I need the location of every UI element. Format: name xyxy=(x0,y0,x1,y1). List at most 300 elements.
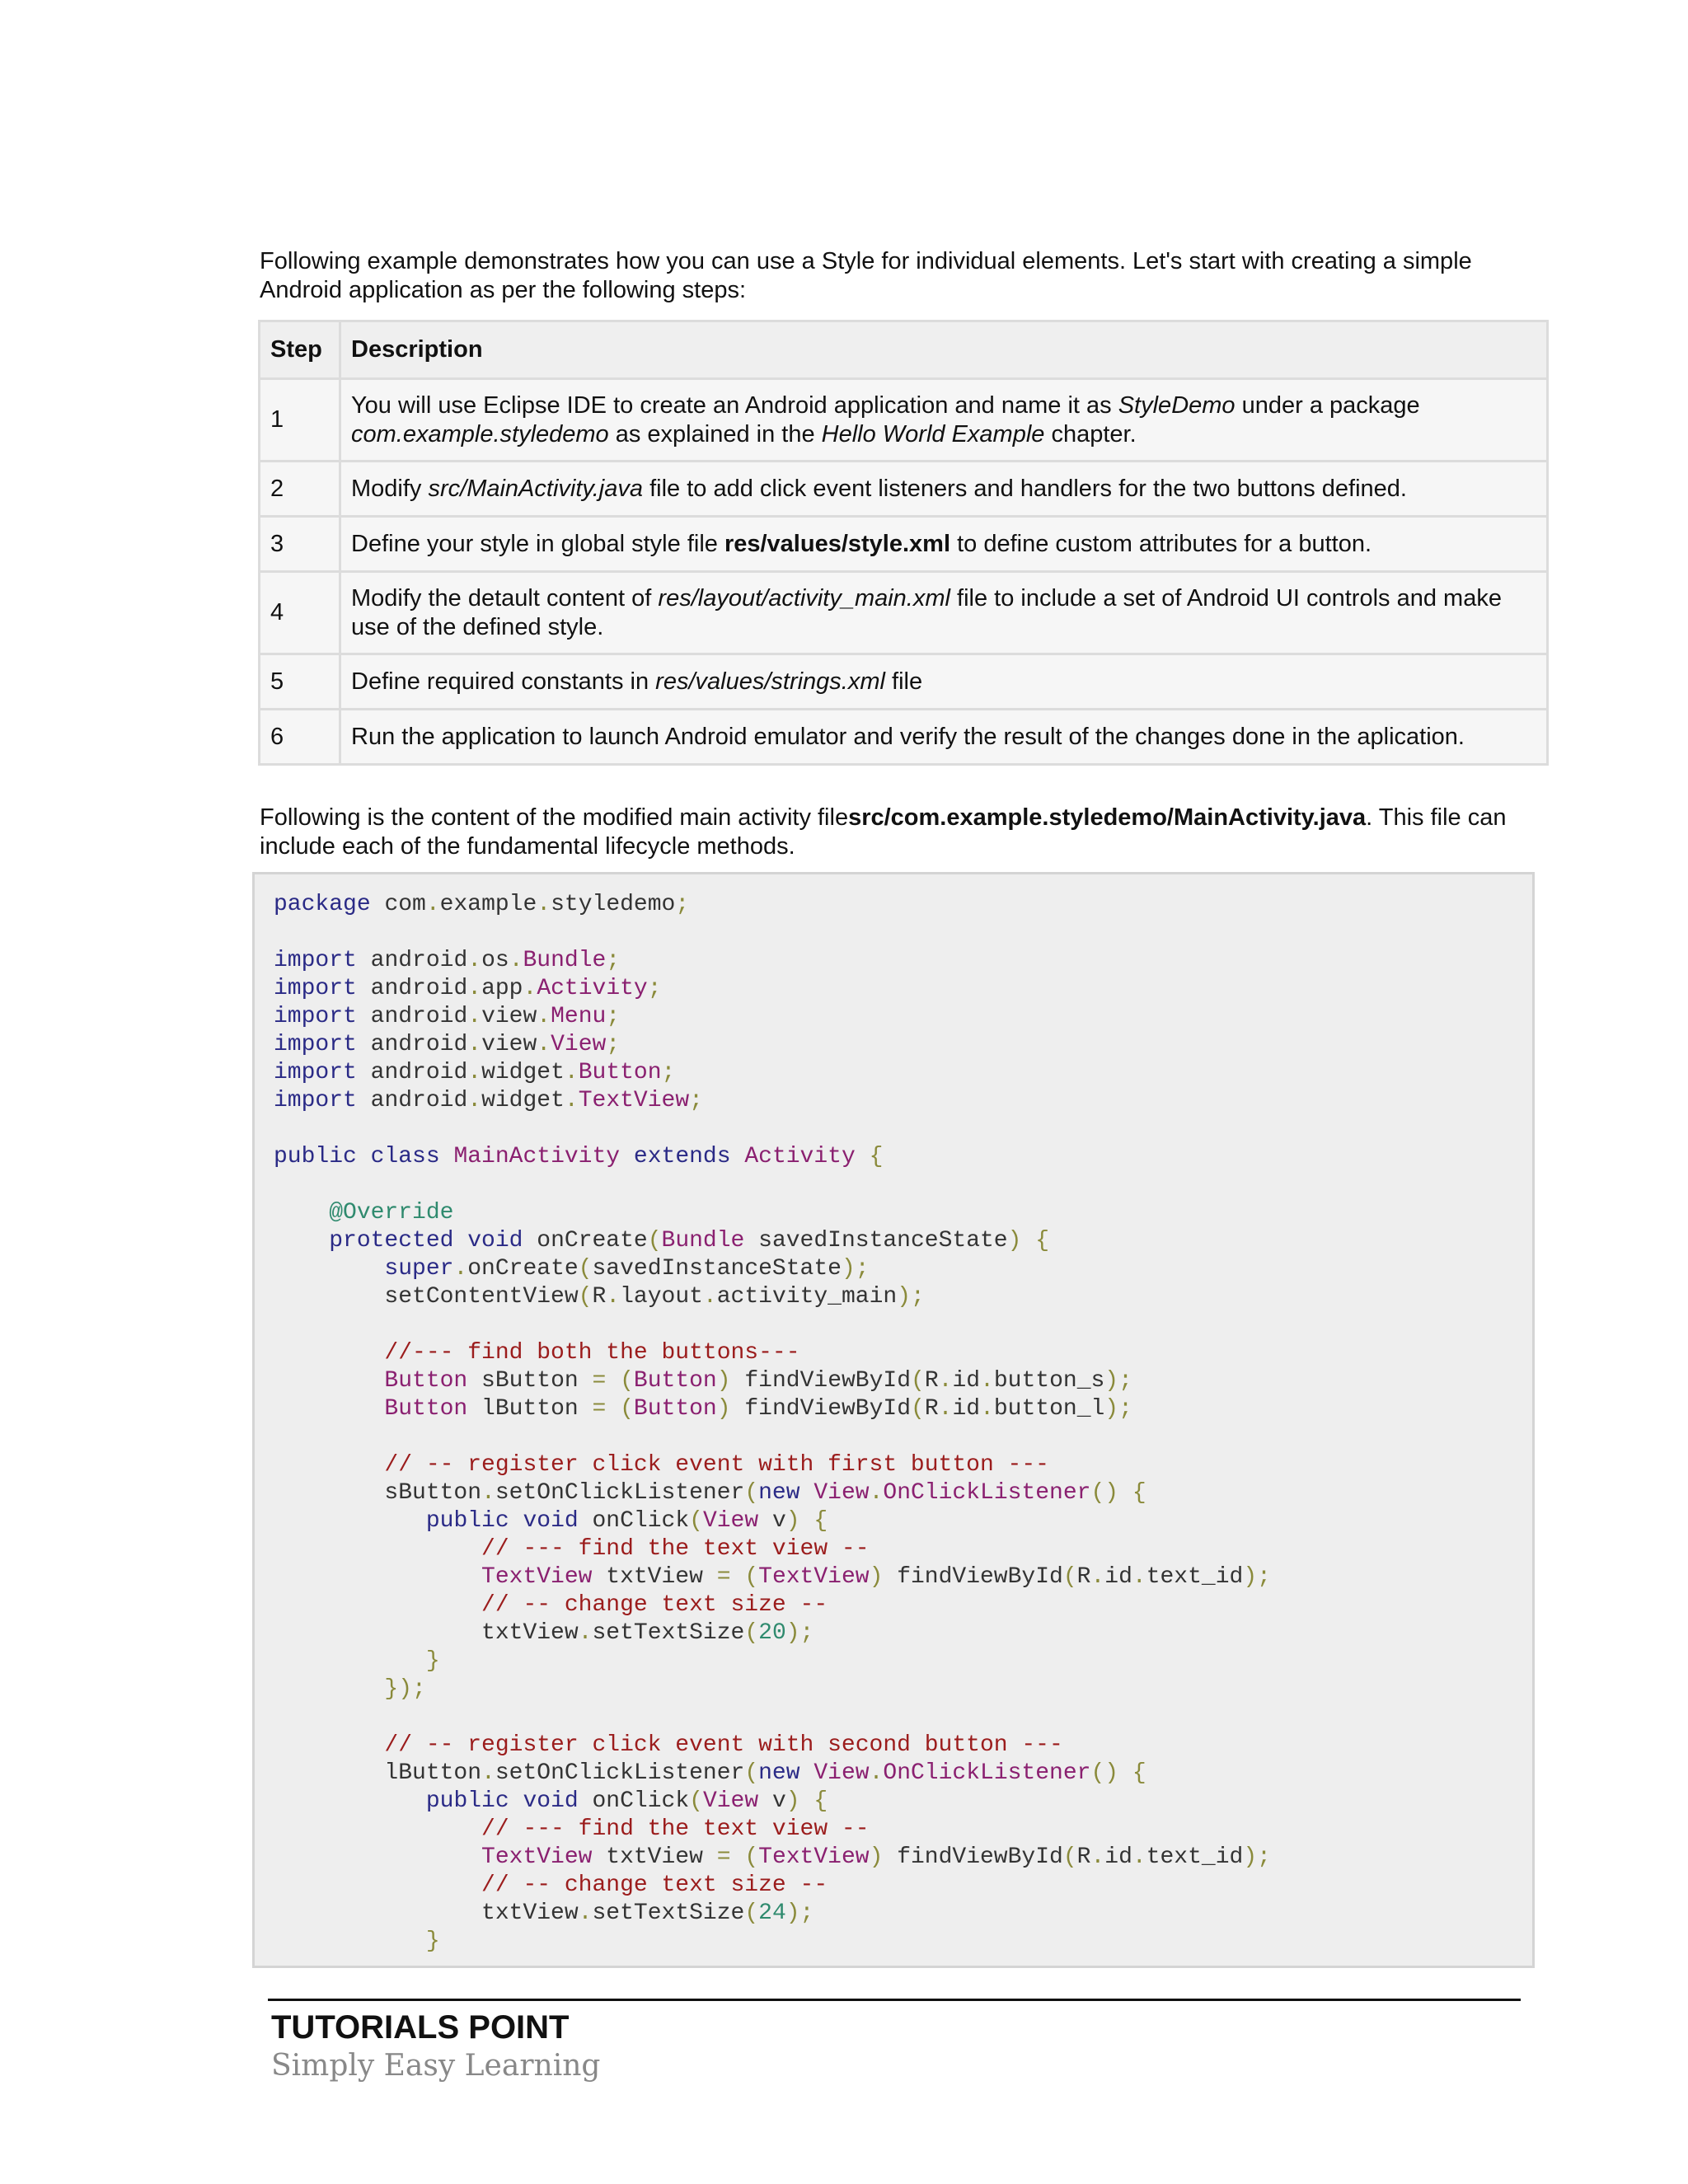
code-line xyxy=(274,1031,1532,1059)
code-token: OnClickListener xyxy=(883,1480,1091,1506)
code-line xyxy=(274,1171,1532,1199)
table-row xyxy=(260,462,1548,517)
step-number: 1 xyxy=(260,379,340,462)
code-token xyxy=(274,1872,481,1898)
code-token xyxy=(274,1788,426,1814)
code-token: txtView xyxy=(481,1900,579,1926)
step-number: 4 xyxy=(260,572,340,654)
code-token: txtView xyxy=(592,1564,717,1590)
code-token: . xyxy=(869,1480,884,1506)
code-line xyxy=(274,919,1532,947)
code-token: 20 xyxy=(758,1620,786,1646)
code-token: ; xyxy=(606,1032,621,1057)
code-token: ( xyxy=(620,1396,634,1422)
code-token: { xyxy=(1035,1228,1050,1254)
code-token: ) xyxy=(869,1844,884,1870)
code-token: styledemo xyxy=(551,892,676,917)
code-token: onClick xyxy=(592,1788,690,1814)
code-token: // -- register click event with first button --- xyxy=(384,1452,1049,1478)
code-token: View xyxy=(702,1788,759,1814)
code-token: txtView xyxy=(592,1844,717,1870)
code-token: ) xyxy=(869,1564,884,1590)
code-token: @Override xyxy=(329,1200,454,1226)
text-run: under a package xyxy=(1235,391,1420,419)
code-token: ( xyxy=(578,1284,593,1310)
code-token: android xyxy=(370,1004,468,1029)
code-token: text_id xyxy=(1146,1844,1244,1870)
code-token: = xyxy=(592,1396,607,1422)
code-token: . xyxy=(537,1032,551,1057)
code-token: public class xyxy=(274,1144,440,1169)
code-token xyxy=(274,1480,384,1506)
code-token: onCreate xyxy=(537,1228,648,1254)
code-token xyxy=(274,1536,481,1562)
code-token: sButton xyxy=(467,1368,593,1394)
code-token: . xyxy=(980,1396,994,1422)
code-token: button_s xyxy=(993,1368,1105,1394)
code-token: ); xyxy=(841,1256,870,1282)
code-token: Button xyxy=(633,1396,717,1422)
code-token: import xyxy=(274,976,357,1001)
table-row xyxy=(260,379,1548,462)
footer-tagline: Simply Easy Learning xyxy=(271,2049,601,2083)
code-token: . xyxy=(481,1480,495,1506)
code-intro-paragraph xyxy=(260,804,1545,861)
code-line xyxy=(274,1087,1532,1115)
step-description xyxy=(340,517,1548,572)
code-token xyxy=(274,1844,481,1870)
code-token: findViewById xyxy=(897,1844,1063,1870)
code-token xyxy=(274,1452,384,1478)
code-token: = xyxy=(716,1564,731,1590)
code-token: id xyxy=(952,1368,981,1394)
code-token: setContentView xyxy=(384,1284,579,1310)
code-token xyxy=(274,1200,329,1226)
code-token: { xyxy=(1132,1760,1146,1786)
code-token: . xyxy=(481,1760,495,1786)
code-token: = xyxy=(716,1844,731,1870)
code-token: setOnClickListener xyxy=(495,1480,745,1506)
code-token: Menu xyxy=(551,1004,607,1029)
code-line xyxy=(274,1704,1532,1732)
code-token xyxy=(274,1732,384,1758)
code-token: ); xyxy=(897,1284,925,1310)
code-token: import xyxy=(274,948,357,973)
code-token xyxy=(274,1508,426,1534)
code-line xyxy=(274,1395,1532,1423)
code-token: //--- find both the buttons--- xyxy=(384,1340,800,1366)
code-token: ; xyxy=(647,976,662,1001)
code-token xyxy=(274,1396,384,1422)
code-line xyxy=(274,1563,1532,1591)
code-token: . xyxy=(1132,1564,1146,1590)
code-token: ( xyxy=(689,1788,703,1814)
code-line xyxy=(274,947,1532,975)
code-token: View xyxy=(551,1032,607,1057)
code-token: view xyxy=(481,1004,537,1029)
code-token: import xyxy=(274,1088,357,1113)
code-token: ); xyxy=(785,1620,814,1646)
italic-text: res/values/strings.xml xyxy=(655,668,885,695)
code-line xyxy=(274,1283,1532,1311)
code-line xyxy=(274,1872,1532,1900)
code-token: . xyxy=(509,948,523,973)
text-run: Modify xyxy=(351,475,429,502)
code-line xyxy=(274,1451,1532,1479)
code-token: android xyxy=(370,1032,468,1057)
code-token: android xyxy=(370,1060,468,1085)
code-line xyxy=(274,1479,1532,1507)
code-token: ( xyxy=(911,1368,925,1394)
code-token: // -- change text size -- xyxy=(481,1592,828,1618)
code-token: public void xyxy=(425,1508,579,1534)
code-token xyxy=(274,1620,481,1646)
code-token: . xyxy=(1090,1844,1105,1870)
code-token: import xyxy=(274,1032,357,1057)
table-row xyxy=(260,654,1548,710)
code-token: R xyxy=(1076,1844,1091,1870)
code-token: ( xyxy=(744,1900,759,1926)
code-token: Activity xyxy=(537,976,648,1001)
text-run: Following is the content of the modified main activity file xyxy=(260,804,849,831)
code-token: Activity xyxy=(744,1144,856,1169)
code-token: . xyxy=(564,1060,579,1085)
code-token: . xyxy=(467,976,482,1001)
code-line xyxy=(274,1339,1532,1367)
code-token: example xyxy=(439,892,537,917)
text-run: You will use Eclipse IDE to create an Android application and name it as xyxy=(351,391,1118,419)
code-line xyxy=(274,1255,1532,1283)
code-line xyxy=(274,1003,1532,1031)
code-token: onClick xyxy=(592,1508,690,1534)
code-token: id xyxy=(1104,1844,1132,1870)
code-token: ( xyxy=(744,1564,759,1590)
code-token: View xyxy=(814,1760,870,1786)
code-line xyxy=(274,1199,1532,1227)
table-row xyxy=(260,572,1548,654)
code-listing xyxy=(274,891,1532,1956)
code-token: Button xyxy=(578,1060,662,1085)
code-token: . xyxy=(980,1368,994,1394)
code-token: . xyxy=(702,1284,717,1310)
code-token: Bundle xyxy=(661,1228,745,1254)
code-token: savedInstanceState xyxy=(744,1228,1008,1254)
footer-brand: TUTORIALS POINT xyxy=(271,2009,570,2046)
code-token: ) xyxy=(785,1508,800,1534)
step-description xyxy=(340,572,1548,654)
code-token: new xyxy=(758,1480,800,1506)
code-token: ( xyxy=(689,1508,703,1534)
code-token xyxy=(274,1816,481,1842)
code-token: import xyxy=(274,1060,357,1085)
code-token xyxy=(274,1284,384,1310)
code-token: extends xyxy=(633,1144,731,1169)
code-token: TextView xyxy=(481,1564,593,1590)
header-description: Description xyxy=(340,321,1548,379)
code-token: com xyxy=(384,892,426,917)
code-token: findViewById xyxy=(744,1368,912,1394)
code-token: android xyxy=(370,976,468,1001)
code-token: ) xyxy=(716,1368,731,1394)
code-token: ( xyxy=(578,1256,593,1282)
code-token: . xyxy=(564,1088,579,1113)
code-token: id xyxy=(1104,1564,1132,1590)
code-token: . xyxy=(537,892,551,917)
table-header-row xyxy=(260,321,1548,379)
intro-paragraph: Following example demonstrates how you can use a Style for individual elements. Let's start with creating a simple Android application as per the following steps: xyxy=(260,248,1472,303)
code-token: TextView xyxy=(481,1844,593,1870)
code-token: v xyxy=(758,1508,786,1534)
step-description xyxy=(340,379,1548,462)
code-token: . xyxy=(938,1368,953,1394)
code-token: button_l xyxy=(993,1396,1105,1422)
code-token: { xyxy=(814,1788,828,1814)
code-token: . xyxy=(467,1032,482,1057)
code-token: package xyxy=(274,892,371,917)
code-token: . xyxy=(938,1396,953,1422)
code-line xyxy=(274,1367,1532,1395)
code-token: findViewById xyxy=(744,1396,912,1422)
code-token: ( xyxy=(744,1480,759,1506)
text-run: chapter. xyxy=(1044,420,1137,448)
code-token: text_id xyxy=(1146,1564,1244,1590)
code-token xyxy=(274,1648,426,1674)
code-token: R xyxy=(924,1396,939,1422)
step-number: 5 xyxy=(260,654,340,710)
code-token: ; xyxy=(675,892,690,917)
code-token: ) xyxy=(1007,1228,1022,1254)
text-run: Define required constants in xyxy=(351,668,656,695)
code-line xyxy=(274,1227,1532,1255)
code-line xyxy=(274,1591,1532,1619)
code-token: android xyxy=(370,1088,468,1113)
italic-text: StyleDemo xyxy=(1118,391,1236,419)
table-row xyxy=(260,710,1548,765)
code-token: . xyxy=(606,1284,621,1310)
code-token: Button xyxy=(384,1368,468,1394)
code-line xyxy=(274,1143,1532,1171)
code-token: ); xyxy=(1243,1844,1271,1870)
code-token: new xyxy=(758,1760,800,1786)
code-token: View xyxy=(702,1508,759,1534)
code-token: android xyxy=(370,948,468,973)
code-token: () xyxy=(1090,1760,1119,1786)
code-token: . xyxy=(467,1088,482,1113)
italic-text: res/layout/activity_main.xml xyxy=(658,584,950,612)
code-token: ( xyxy=(620,1368,634,1394)
step-number: 3 xyxy=(260,517,340,572)
code-token xyxy=(274,1676,384,1702)
code-line xyxy=(274,1844,1532,1872)
code-token: v xyxy=(758,1788,786,1814)
code-token: . xyxy=(467,948,482,973)
code-token: . xyxy=(537,1004,551,1029)
code-token: ; xyxy=(606,1004,621,1029)
step-description xyxy=(340,654,1548,710)
code-token: ); xyxy=(1243,1564,1271,1590)
code-token: onCreate xyxy=(467,1256,579,1282)
text-run: Run the application to launch Android emulator and verify the result of the changes done in the aplication. xyxy=(351,723,1465,750)
code-token: ( xyxy=(744,1760,759,1786)
code-line xyxy=(274,975,1532,1003)
text-run: file xyxy=(884,668,923,695)
code-token: ) xyxy=(716,1396,731,1422)
steps-table xyxy=(258,320,1549,766)
code-line xyxy=(274,1928,1532,1956)
code-line xyxy=(274,1507,1532,1535)
code-token xyxy=(274,1760,384,1786)
code-token: super xyxy=(384,1256,454,1282)
step-description xyxy=(340,462,1548,517)
code-token: . xyxy=(523,976,537,1001)
code-token: TextView xyxy=(758,1844,870,1870)
code-token: os xyxy=(481,948,509,973)
code-token: lButton xyxy=(384,1760,482,1786)
code-token: // --- find the text view -- xyxy=(481,1816,870,1842)
code-token xyxy=(274,1564,481,1590)
code-line xyxy=(274,1619,1532,1647)
code-token: 24 xyxy=(758,1900,786,1926)
code-line xyxy=(274,1311,1532,1339)
italic-text: src/MainActivity.java xyxy=(428,475,644,502)
table-row xyxy=(260,517,1548,572)
code-token: public void xyxy=(425,1788,579,1814)
step-number: 6 xyxy=(260,710,340,765)
code-token: . xyxy=(467,1004,482,1029)
code-token: activity_main xyxy=(716,1284,898,1310)
code-token: // -- register click event with second button --- xyxy=(384,1732,1063,1758)
step-description xyxy=(340,710,1548,765)
code-token: ); xyxy=(785,1900,814,1926)
code-token: = xyxy=(592,1368,607,1394)
code-block xyxy=(252,872,1535,1968)
code-token: app xyxy=(481,976,523,1001)
code-line xyxy=(274,1675,1532,1704)
step-number: 2 xyxy=(260,462,340,517)
code-line xyxy=(274,1535,1532,1563)
code-token xyxy=(274,1340,384,1366)
header-step: Step xyxy=(260,321,340,379)
code-token: txtView xyxy=(481,1620,579,1646)
code-token: R xyxy=(592,1284,607,1310)
code-token: R xyxy=(924,1368,939,1394)
code-token: . xyxy=(869,1760,884,1786)
code-token xyxy=(274,1900,481,1926)
code-token: // --- find the text view -- xyxy=(481,1536,870,1562)
code-token: ( xyxy=(744,1844,759,1870)
code-token: ( xyxy=(1062,1564,1077,1590)
code-token: lButton xyxy=(467,1396,593,1422)
code-line xyxy=(274,1900,1532,1928)
code-token: findViewById xyxy=(897,1564,1063,1590)
code-token: . xyxy=(425,892,440,917)
code-token: . xyxy=(1132,1844,1146,1870)
code-token: ; xyxy=(689,1088,703,1113)
text-run: Define your style in global style file xyxy=(351,530,724,557)
code-token: . xyxy=(1090,1564,1105,1590)
code-token: view xyxy=(481,1032,537,1057)
code-token xyxy=(274,1256,384,1282)
code-token: ( xyxy=(911,1396,925,1422)
text-run: as explained in the xyxy=(608,420,822,448)
code-token: . xyxy=(578,1900,593,1926)
text-run: file to add click event listeners and handlers for the two buttons defined. xyxy=(643,475,1407,502)
code-token: setTextSize xyxy=(592,1620,745,1646)
code-line xyxy=(274,1732,1532,1760)
code-token: TextView xyxy=(758,1564,870,1590)
code-token: ) xyxy=(785,1788,800,1814)
code-token xyxy=(274,1592,481,1618)
code-token: MainActivity xyxy=(453,1144,621,1169)
code-token xyxy=(274,1368,384,1394)
code-token: ( xyxy=(647,1228,662,1254)
code-token: Button xyxy=(633,1368,717,1394)
code-token: // -- change text size -- xyxy=(481,1872,828,1898)
code-token: widget xyxy=(481,1060,565,1085)
code-token: ( xyxy=(744,1620,759,1646)
code-token: OnClickListener xyxy=(883,1760,1091,1786)
text-run: file to include a set of Android UI controls and make use of the defined style. xyxy=(351,584,1502,640)
code-token xyxy=(274,1228,329,1254)
code-line xyxy=(274,1760,1532,1788)
code-token: { xyxy=(869,1144,884,1169)
code-token: ; xyxy=(661,1060,676,1085)
code-token: savedInstanceState xyxy=(592,1256,842,1282)
text-run: . This file can include each of the fundamental lifecycle methods. xyxy=(260,804,1507,860)
code-token: sButton xyxy=(384,1480,482,1506)
code-token: { xyxy=(1132,1480,1146,1506)
code-token: }); xyxy=(384,1676,426,1702)
code-token: () xyxy=(1090,1480,1119,1506)
code-token: protected void xyxy=(329,1228,523,1254)
code-token: . xyxy=(578,1620,593,1646)
code-token: layout xyxy=(620,1284,703,1310)
code-token xyxy=(274,1929,426,1954)
code-line xyxy=(274,891,1532,919)
code-token: R xyxy=(1076,1564,1091,1590)
italic-text: com.example.styledemo xyxy=(351,420,609,448)
bold-text: src/com.example.styledemo/MainActivity.java xyxy=(848,804,1367,831)
text-run: to define custom attributes for a button. xyxy=(950,530,1372,557)
code-line xyxy=(274,1059,1532,1087)
code-token: ( xyxy=(1062,1844,1077,1870)
code-token: { xyxy=(814,1508,828,1534)
code-line xyxy=(274,1647,1532,1675)
code-token: Button xyxy=(384,1396,468,1422)
code-token: View xyxy=(814,1480,870,1506)
code-token: setOnClickListener xyxy=(495,1760,745,1786)
code-token: } xyxy=(425,1929,440,1954)
code-token: ); xyxy=(1104,1368,1132,1394)
code-line xyxy=(274,1423,1532,1451)
code-token: ; xyxy=(606,948,621,973)
code-token: . xyxy=(453,1256,468,1282)
code-token: widget xyxy=(481,1088,565,1113)
footer-divider xyxy=(268,1999,1521,2001)
text-run: Modify the detault content of xyxy=(351,584,659,612)
code-line xyxy=(274,1115,1532,1143)
code-token: Bundle xyxy=(523,948,607,973)
code-token: TextView xyxy=(578,1088,690,1113)
steps-table-body xyxy=(260,379,1548,765)
code-token: . xyxy=(467,1060,482,1085)
code-line xyxy=(274,1816,1532,1844)
code-token: ); xyxy=(1104,1396,1132,1422)
code-token: id xyxy=(952,1396,981,1422)
code-token: import xyxy=(274,1004,357,1029)
italic-text: Hello World Example xyxy=(821,420,1045,448)
code-token: } xyxy=(425,1648,440,1674)
